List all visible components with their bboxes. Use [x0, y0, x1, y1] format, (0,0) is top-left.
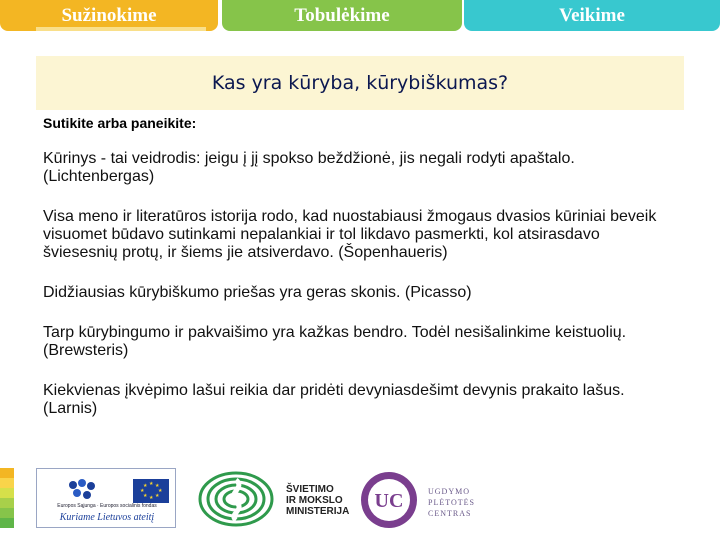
eu-flag-icon: ★ ★ ★ ★ ★ ★ ★ ★ [133, 479, 169, 503]
footer-logos [36, 468, 486, 532]
upc-line: UGDYMO [428, 487, 470, 496]
svg-text:UC: UC [374, 490, 404, 512]
slide-title: Kas yra kūryba, kūrybiškumas? [211, 72, 509, 94]
tab-label: Veikime [559, 4, 625, 26]
tab-suzinokime[interactable] [0, 0, 218, 31]
esf-caption: Europos Sąjunga · Europos socialinis fondas [57, 503, 157, 509]
quote-item: Kiekvienas įkvėpimo lašui reikia dar pridėti devyniasdešimt devynis prakaito lašus. (Larnis) [43, 382, 625, 417]
upc-line: PLĖTOTĖS [428, 498, 475, 507]
tab-tobulekime[interactable] [222, 0, 462, 31]
quote-item: Tarp kūrybingumo ir pakvaišimo yra kažkas bendro. Todėl nesišalinkime keistuolių. (Brewsteris) [43, 324, 627, 359]
top-tabs [0, 0, 720, 31]
tab-label: Tobulėkime [294, 4, 390, 26]
ministry-line: ŠVIETIMO [286, 484, 334, 495]
esf-emblem-icon [65, 477, 101, 503]
tab-label: Sužinokime [61, 4, 157, 26]
tab-active-indicator [36, 27, 206, 31]
quote-item: Kūrinys - tai veidrodis: jeigu į jį spokso beždžionė, jis negali rodyti apaštalo. (Lichtenbergas) [43, 150, 575, 185]
esf-motto: Kuriame Lietuvos ateitį [59, 512, 155, 523]
tab-veikime[interactable] [464, 0, 720, 31]
quote-item: Didžiausias kūrybiškumo priešas yra geras skonis. (Picasso) [43, 284, 472, 301]
quote-item: Visa meno ir literatūros istorija rodo, kad nuostabiausi žmogaus dvasios kūriniai beveik visuomet būdavo sutinkami nepalankiai ir tol likdavo pasmerkti, kol atsirasdavo šviesesnių protų, ir šiems jie atsiverdavo. (Šopenhaueris) [43, 208, 657, 261]
ministry-name [286, 484, 349, 517]
ministry-emblem-icon [196, 470, 276, 528]
ministry-line: MINISTERIJA [286, 506, 350, 517]
esf-logo [36, 468, 176, 528]
quote-list [43, 150, 663, 440]
title-band [36, 56, 684, 110]
side-color-strip [0, 468, 14, 528]
slide-subtitle: Sutikite arba paneikite: [43, 115, 197, 131]
ministry-line: IR MOKSLO [286, 495, 343, 506]
upc-name [428, 486, 475, 519]
upc-logo-icon [358, 470, 420, 530]
upc-line: CENTRAS [428, 509, 472, 518]
